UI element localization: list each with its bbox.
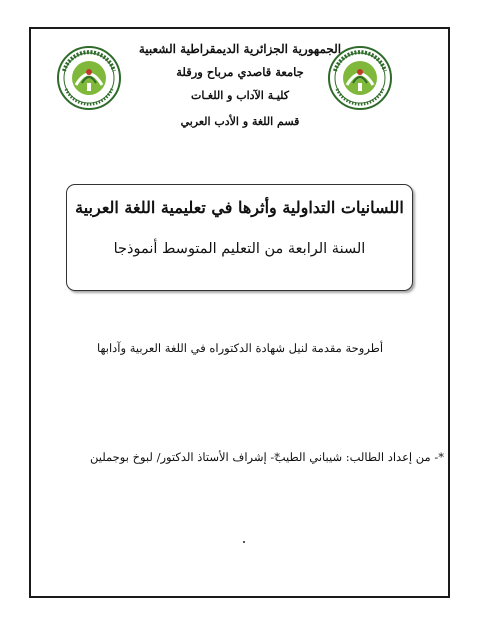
supervisor-credit: *- إشراف الأستاذ الدكتور/ لبوخ بوجملين bbox=[89, 450, 280, 464]
faculty-name: كليـة الآداب و اللغـات bbox=[190, 89, 290, 102]
university-name: جامعة قاصدي مرباح ورقلة bbox=[176, 65, 304, 79]
title-box bbox=[66, 184, 413, 291]
university-seal-icon bbox=[56, 45, 122, 111]
thesis-title: اللسانيات التداولية وأثرها في تعليمية اللغة العربية bbox=[75, 198, 404, 217]
thesis-note: أطروحة مقدمة لنيل شهادة الدكتوراه في اللغة العربية وآدابها bbox=[96, 341, 384, 355]
student-credit: *- من إعداد الطالب: شيباني الطيب bbox=[274, 450, 444, 464]
department-name: قسم اللغة و الأدب العربي bbox=[180, 115, 300, 128]
thesis-subtitle: السنة الرابعة من التعليم المتوسط أنموذجا bbox=[113, 241, 366, 257]
page-border bbox=[29, 27, 450, 598]
republic-name: الجمهورية الجزائرية الديمقراطية الشعبية bbox=[138, 42, 342, 56]
stray-dot bbox=[243, 541, 245, 543]
